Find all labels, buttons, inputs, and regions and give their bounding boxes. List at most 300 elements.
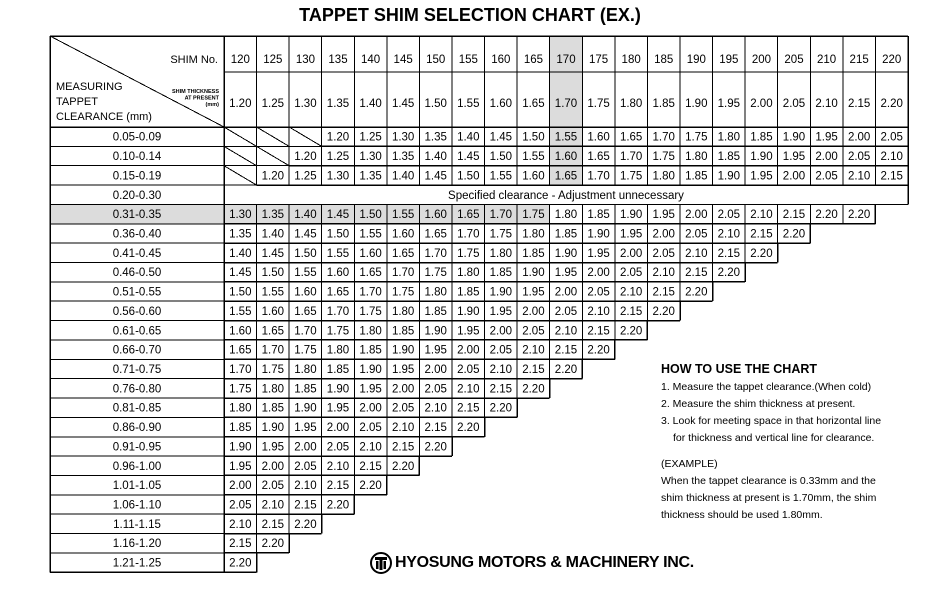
shim-thickness-header: 1.90: [685, 98, 708, 110]
shim-thickness-label: AT PRESENT: [184, 95, 219, 102]
shim-value-cell: 2.05: [652, 247, 675, 260]
shim-value-cell: 1.90: [619, 209, 643, 222]
shim-value-cell: 1.70: [424, 247, 447, 260]
shim-value-cell: 1.85: [229, 422, 252, 435]
shim-value-cell: 2.15: [554, 344, 578, 357]
shim-value-cell: 1.40: [294, 209, 317, 222]
shim-value-cell: 1.45: [294, 228, 317, 241]
shim-value-cell: 1.75: [522, 209, 545, 222]
shim-value-cell: 2.20: [391, 460, 415, 473]
shim-thickness-header: 1.55: [457, 98, 480, 110]
shim-value-cell: 1.85: [294, 383, 317, 396]
shim-thickness-header: 2.10: [815, 98, 838, 110]
shim-value-cell: 2.05: [457, 364, 480, 376]
shim-value-cell: 1.80: [685, 151, 708, 164]
shim-value-cell: 1.85: [391, 325, 415, 338]
clearance-range-label: 0.86-0.90: [112, 422, 162, 435]
shim-value-cell: 1.95: [522, 286, 545, 299]
shim-value-cell: 1.70: [261, 344, 285, 357]
shim-value-cell: 1.95: [815, 131, 838, 144]
shim-value-cell: 1.95: [750, 170, 773, 183]
shim-value-cell: 1.75: [359, 305, 382, 318]
shim-value-cell: 1.65: [424, 228, 447, 241]
shim-value-cell: 1.45: [489, 131, 513, 144]
shim-value-cell: 1.35: [229, 228, 252, 241]
shim-thickness-header: 2.20: [880, 98, 903, 110]
shim-value-cell: 2.15: [489, 383, 513, 396]
shim-value-cell: 1.50: [522, 131, 545, 144]
shim-value-cell: 1.55: [554, 131, 578, 144]
shim-value-cell: 1.95: [359, 383, 382, 396]
shim-value-cell: 1.95: [229, 460, 252, 473]
shim-value-cell: 2.20: [229, 557, 252, 570]
shim-value-cell: 1.70: [652, 131, 675, 144]
shim-value-cell: 2.00: [391, 383, 415, 396]
example-line-3: thickness should be used 1.80mm.: [661, 509, 823, 521]
shim-value-cell: 1.40: [261, 228, 285, 241]
shim-value-cell: 1.60: [294, 286, 317, 299]
clearance-range-label: 0.76-0.80: [112, 383, 162, 396]
shim-value-cell: 1.70: [359, 286, 382, 299]
shim-number-header: 150: [426, 54, 446, 66]
clearance-range-label: 1.01-1.05: [112, 480, 162, 493]
shim-number-header: 190: [686, 54, 706, 66]
shim-value-cell: 2.10: [457, 383, 480, 396]
shim-number-header: 155: [458, 54, 478, 66]
shim-number-header: 135: [328, 54, 348, 66]
shim-thickness-header: 1.60: [489, 98, 513, 110]
shim-value-cell: 2.15: [717, 247, 741, 260]
example-line-1: When the tappet clearance is 0.33mm and the: [661, 475, 876, 487]
shim-value-cell: 2.00: [229, 480, 252, 493]
shim-value-cell: 1.50: [489, 151, 513, 164]
shim-thickness-header: 2.15: [847, 98, 871, 110]
measuring-clearance-label: CLEARANCE (mm): [56, 111, 152, 123]
shim-value-cell: 2.15: [294, 499, 317, 512]
shim-value-cell: 2.20: [457, 422, 480, 435]
shim-value-cell: 1.20: [294, 151, 317, 164]
shim-value-cell: 2.15: [750, 228, 773, 241]
shim-value-cell: 1.65: [294, 305, 317, 318]
shim-value-cell: 1.90: [587, 228, 610, 241]
shim-value-cell: 1.30: [326, 170, 350, 183]
shim-value-cell: 2.00: [782, 170, 806, 183]
clearance-range-label: 1.21-1.25: [112, 557, 162, 570]
clearance-range-label: 0.71-0.75: [112, 364, 162, 376]
clearance-range-label: 0.66-0.70: [112, 344, 162, 357]
shim-value-cell: 1.50: [326, 228, 350, 241]
clearance-range-label: 1.16-1.20: [112, 538, 162, 551]
shim-value-cell: 2.10: [587, 305, 610, 318]
shim-value-cell: 1.70: [457, 228, 480, 241]
shim-value-cell: 1.30: [359, 151, 382, 164]
shim-value-cell: 1.95: [619, 228, 643, 241]
shim-value-cell: 2.10: [359, 441, 382, 454]
shim-value-cell: 2.00: [489, 325, 513, 338]
shim-value-cell: 1.25: [359, 131, 382, 144]
shim-value-cell: 1.90: [522, 267, 545, 280]
shim-value-cell: 1.85: [750, 131, 773, 144]
shim-value-cell: 1.55: [326, 247, 350, 260]
shim-value-cell: 2.15: [652, 286, 675, 299]
shim-value-cell: 2.20: [619, 325, 643, 338]
shim-value-cell: 1.75: [326, 325, 350, 338]
empty-cell-slash: [289, 127, 322, 146]
shim-value-cell: 1.85: [685, 170, 708, 183]
shim-value-cell: 2.20: [294, 518, 317, 531]
shim-number-header: 185: [654, 54, 674, 66]
clearance-range-label: 0.81-0.85: [112, 402, 162, 415]
shim-number-header: 130: [295, 54, 316, 66]
shim-value-cell: 2.00: [685, 209, 708, 222]
how-to-step-3-continued: for thickness and vertical line for clearance.: [673, 432, 875, 444]
shim-value-cell: 1.75: [685, 131, 708, 144]
shim-value-cell: 1.20: [261, 170, 285, 183]
shim-thickness-header: 1.35: [326, 98, 350, 110]
shim-value-cell: 1.65: [261, 325, 285, 338]
how-to-step-3: 3. Look for meeting space in that horizontal line: [661, 415, 882, 427]
shim-value-cell: 2.20: [815, 209, 838, 222]
shim-value-cell: 2.20: [685, 286, 708, 299]
shim-value-cell: 2.05: [717, 209, 741, 222]
how-to-panel: [661, 361, 931, 524]
shim-value-cell: 1.30: [229, 209, 252, 222]
shim-value-cell: 1.35: [391, 151, 415, 164]
company-name: HYOSUNG MOTORS & MACHINERY INC.: [395, 554, 694, 571]
shim-value-cell: 1.25: [326, 151, 350, 164]
shim-number-header: 210: [816, 54, 837, 66]
shim-number-header: 220: [882, 54, 902, 66]
shim-value-cell: 1.60: [554, 151, 578, 164]
clearance-range-label: 0.91-0.95: [112, 441, 162, 454]
clearance-range-label: 0.56-0.60: [112, 305, 162, 318]
shim-value-cell: 1.95: [424, 344, 447, 357]
shim-value-cell: 2.05: [294, 460, 317, 473]
shim-value-cell: 1.55: [522, 151, 545, 164]
shim-value-cell: 2.15: [229, 538, 252, 551]
shim-value-cell: 1.75: [424, 267, 447, 280]
shim-value-cell: 1.35: [261, 209, 285, 222]
shim-number-header: 180: [621, 54, 641, 66]
shim-value-cell: 1.85: [489, 267, 513, 280]
shim-value-cell: 1.95: [391, 364, 415, 376]
shim-value-cell: 1.90: [750, 151, 773, 164]
shim-value-cell: 1.80: [261, 383, 285, 396]
shim-value-cell: 2.00: [815, 151, 838, 164]
shim-value-cell: 2.20: [522, 383, 545, 396]
clearance-range-label: 0.46-0.50: [112, 267, 162, 280]
shim-value-cell: 1.60: [424, 209, 447, 222]
shim-value-cell: 1.90: [782, 131, 806, 144]
shim-value-cell: 2.05: [326, 441, 350, 454]
shim-value-cell: 1.95: [261, 441, 285, 454]
shim-value-cell: 2.00: [424, 364, 447, 376]
shim-value-cell: 1.75: [294, 344, 317, 357]
shim-value-cell: 1.70: [619, 151, 643, 164]
shim-value-cell: 2.00: [326, 422, 350, 435]
shim-value-cell: 2.10: [522, 344, 545, 357]
shim-thickness-label: (mm): [205, 102, 219, 108]
shim-value-cell: 2.00: [619, 247, 643, 260]
shim-value-cell: 2.20: [750, 247, 773, 260]
how-to-step-1: 1. Measure the tappet clearance.(When cold): [661, 381, 872, 393]
hyosung-logo-icon: [370, 552, 392, 574]
shim-value-cell: 2.10: [261, 499, 285, 512]
shim-value-cell: 1.80: [522, 228, 545, 241]
shim-value-cell: 1.75: [652, 151, 675, 164]
shim-value-cell: 2.15: [457, 402, 480, 415]
shim-value-cell: 2.20: [587, 344, 610, 357]
shim-value-cell: 1.80: [652, 170, 675, 183]
shim-value-cell: 2.05: [554, 305, 578, 318]
shim-value-cell: 2.15: [424, 422, 447, 435]
shim-value-cell: 1.55: [229, 305, 252, 318]
shim-value-cell: 1.85: [717, 151, 741, 164]
shim-value-cell: 2.15: [685, 267, 708, 280]
shim-thickness-header: 1.45: [391, 98, 415, 110]
shim-value-cell: 1.95: [652, 209, 675, 222]
shim-value-cell: 1.95: [326, 402, 350, 415]
shim-value-cell: 1.90: [424, 325, 447, 338]
shim-value-cell: 2.15: [782, 209, 806, 222]
shim-value-cell: 1.45: [229, 267, 252, 280]
shim-value-cell: 1.60: [587, 131, 610, 144]
shim-value-cell: 2.20: [847, 209, 871, 222]
shim-thickness-label: SHIM THICKNESS: [171, 89, 219, 95]
shim-value-cell: 2.10: [652, 267, 675, 280]
shim-value-cell: 2.10: [619, 286, 643, 299]
shim-value-cell: 2.00: [359, 402, 382, 415]
empty-cell-slash: [224, 127, 257, 146]
shim-value-cell: 1.45: [261, 247, 285, 260]
shim-value-cell: 2.10: [391, 422, 415, 435]
shim-value-cell: 1.75: [619, 170, 643, 183]
shim-thickness-header: 1.75: [587, 98, 610, 110]
shim-number-header: 165: [523, 54, 544, 66]
shim-value-cell: 1.55: [359, 228, 382, 241]
shim-thickness-header: 1.20: [229, 98, 252, 110]
shim-value-cell: 2.05: [391, 402, 415, 415]
shim-value-cell: 1.80: [554, 209, 578, 222]
shim-value-cell: 1.70: [489, 209, 513, 222]
shim-value-cell: 1.55: [261, 286, 285, 299]
shim-value-cell: 2.05: [489, 344, 513, 357]
shim-value-cell: 2.20: [261, 538, 285, 551]
clearance-range-label: 0.10-0.14: [112, 151, 162, 164]
shim-value-cell: 1.90: [294, 402, 317, 415]
clearance-range-label: 1.06-1.10: [112, 499, 162, 512]
shim-value-cell: 2.05: [229, 499, 252, 512]
shim-value-cell: 2.15: [880, 170, 903, 183]
shim-value-cell: 1.80: [489, 247, 513, 260]
shim-value-cell: 2.15: [359, 460, 382, 473]
shim-value-cell: 2.00: [847, 131, 871, 144]
example-heading: (EXAMPLE): [661, 458, 718, 470]
shim-value-cell: 1.55: [391, 209, 415, 222]
shim-value-cell: 1.40: [229, 247, 252, 260]
shim-value-cell: 1.35: [424, 131, 447, 144]
shim-value-cell: 1.60: [326, 267, 350, 280]
empty-cell-slash: [257, 146, 290, 165]
shim-value-cell: 2.00: [554, 286, 578, 299]
shim-value-cell: 1.80: [294, 364, 317, 376]
shim-value-cell: 2.05: [619, 267, 643, 280]
shim-value-cell: 1.90: [554, 247, 578, 260]
shim-value-cell: 1.80: [717, 131, 741, 144]
clearance-range-label: 0.51-0.55: [112, 286, 162, 299]
shim-number-header: 145: [393, 54, 413, 66]
shim-value-cell: 1.75: [261, 364, 285, 376]
shim-value-cell: 2.15: [619, 305, 643, 318]
shim-value-cell: 2.05: [359, 422, 382, 435]
shim-thickness-header: 1.65: [522, 98, 545, 110]
shim-value-cell: 2.05: [261, 480, 285, 493]
shim-number-header: 175: [588, 54, 609, 66]
shim-thickness-header: 1.95: [717, 98, 741, 110]
shim-value-cell: 1.65: [391, 247, 415, 260]
shim-thickness-header: 1.30: [294, 98, 317, 110]
shim-value-cell: 1.80: [359, 325, 382, 338]
shim-value-cell: 1.95: [294, 422, 317, 435]
shim-value-cell: 2.05: [685, 228, 708, 241]
shim-value-cell: 1.65: [229, 344, 252, 357]
shim-value-cell: 1.90: [261, 422, 285, 435]
shim-thickness-header: 1.50: [424, 98, 447, 110]
shim-value-cell: 1.25: [294, 170, 317, 183]
shim-value-cell: 2.00: [652, 228, 675, 241]
clearance-range-label: 0.41-0.45: [112, 247, 162, 260]
shim-value-cell: 2.10: [685, 247, 708, 260]
shim-value-cell: 1.60: [391, 228, 415, 241]
clearance-range-label: 0.61-0.65: [112, 325, 162, 338]
shim-number-header: 160: [491, 54, 511, 66]
shim-value-cell: 1.75: [229, 383, 252, 396]
shim-value-cell: 2.20: [489, 402, 513, 415]
empty-cell-slash: [224, 166, 257, 185]
shim-value-cell: 2.20: [652, 305, 675, 318]
shim-value-cell: 1.80: [326, 344, 350, 357]
shim-value-cell: 1.85: [424, 305, 447, 318]
shim-value-cell: 1.70: [326, 305, 350, 318]
shim-value-cell: 2.00: [261, 460, 285, 473]
shim-value-cell: 1.90: [326, 383, 350, 396]
shim-value-cell: 1.75: [489, 228, 513, 241]
shim-value-cell: 1.65: [554, 170, 578, 183]
shim-value-cell: 2.05: [815, 170, 838, 183]
shim-thickness-header: 1.40: [359, 98, 382, 110]
shim-value-cell: 1.95: [587, 247, 610, 260]
shim-value-cell: 1.40: [391, 170, 415, 183]
shim-value-cell: 2.10: [326, 460, 350, 473]
shim-value-cell: 1.70: [587, 170, 610, 183]
shim-value-cell: 1.70: [229, 364, 252, 376]
shim-value-cell: 2.05: [587, 286, 610, 299]
shim-value-cell: 1.50: [229, 286, 252, 299]
shim-value-cell: 2.05: [880, 131, 903, 144]
shim-value-cell: 1.95: [457, 325, 480, 338]
shim-number-header: 215: [849, 54, 869, 66]
shim-thickness-header: 1.80: [619, 98, 643, 110]
shim-value-cell: 1.65: [619, 131, 643, 144]
shim-value-cell: 1.80: [391, 305, 415, 318]
shim-value-cell: 1.60: [229, 325, 252, 338]
shim-value-cell: 2.15: [261, 518, 285, 531]
shim-value-cell: 1.95: [489, 305, 513, 318]
shim-value-cell: 1.30: [391, 131, 415, 144]
shim-value-cell: 1.55: [489, 170, 513, 183]
shim-thickness-header: 1.70: [554, 98, 578, 110]
shim-value-cell: 1.45: [457, 151, 480, 164]
shim-value-cell: 1.95: [782, 151, 806, 164]
shim-value-cell: 1.60: [522, 170, 545, 183]
shim-value-cell: 1.85: [326, 364, 350, 376]
shim-value-cell: 2.10: [880, 151, 903, 164]
shim-value-cell: 1.75: [457, 247, 480, 260]
empty-cell-slash: [257, 127, 290, 146]
shim-value-cell: 1.85: [587, 209, 610, 222]
shim-value-cell: 2.20: [359, 480, 382, 493]
shim-value-cell: 1.65: [326, 286, 350, 299]
shim-number-header: 170: [556, 54, 576, 66]
shim-thickness-header: 2.00: [750, 98, 773, 110]
shim-value-cell: 2.10: [717, 228, 741, 241]
shim-value-cell: 1.80: [457, 267, 480, 280]
shim-number-header: 200: [751, 54, 772, 66]
clearance-range-label: 0.05-0.09: [112, 131, 162, 144]
shim-value-cell: 1.85: [261, 402, 285, 415]
shim-number-header: 195: [719, 54, 739, 66]
empty-cell-slash: [224, 146, 257, 165]
how-to-heading: HOW TO USE THE CHART: [661, 362, 818, 376]
shim-value-cell: 1.80: [424, 286, 447, 299]
shim-value-cell: 1.90: [717, 170, 741, 183]
shim-value-cell: 2.20: [782, 228, 806, 241]
clearance-range-label: 0.36-0.40: [112, 228, 162, 241]
shim-value-cell: 2.15: [391, 441, 415, 454]
shim-value-cell: 1.85: [522, 247, 545, 260]
shim-thickness-header: 2.05: [782, 98, 806, 110]
shim-value-cell: 1.35: [359, 170, 382, 183]
measuring-clearance-label: MEASURING: [56, 81, 123, 93]
shim-number-header: 140: [360, 54, 381, 66]
shim-value-cell: 1.85: [359, 344, 382, 357]
shim-value-cell: 2.00: [587, 267, 610, 280]
shim-value-cell: 2.05: [522, 325, 545, 338]
shim-value-cell: 1.65: [457, 209, 480, 222]
clearance-range-label: 0.96-1.00: [112, 460, 162, 473]
shim-number-header: 125: [263, 54, 283, 66]
chart-title: TAPPET SHIM SELECTION CHART (EX.): [299, 5, 641, 25]
shim-value-cell: 2.10: [489, 364, 513, 376]
shim-value-cell: 1.85: [554, 228, 578, 241]
shim-value-cell: 2.10: [229, 518, 252, 531]
shim-value-cell: 1.50: [359, 209, 382, 222]
shim-value-cell: 1.45: [424, 170, 447, 183]
shim-value-cell: 2.15: [522, 364, 545, 376]
shim-number-header: 120: [230, 54, 250, 66]
shim-value-cell: 1.85: [457, 286, 480, 299]
clearance-range-label: 1.11-1.15: [113, 518, 161, 531]
shim-number-header: 205: [784, 54, 804, 66]
shim-value-cell: 1.75: [391, 286, 415, 299]
shim-value-cell: 1.70: [391, 267, 415, 280]
shim-value-cell: 1.65: [359, 267, 382, 280]
shim-value-cell: 1.60: [261, 305, 285, 318]
shim-value-cell: 1.20: [326, 131, 350, 144]
shim-value-cell: 1.90: [229, 441, 252, 454]
shim-value-cell: 1.50: [457, 170, 480, 183]
shim-value-cell: 1.40: [457, 131, 480, 144]
